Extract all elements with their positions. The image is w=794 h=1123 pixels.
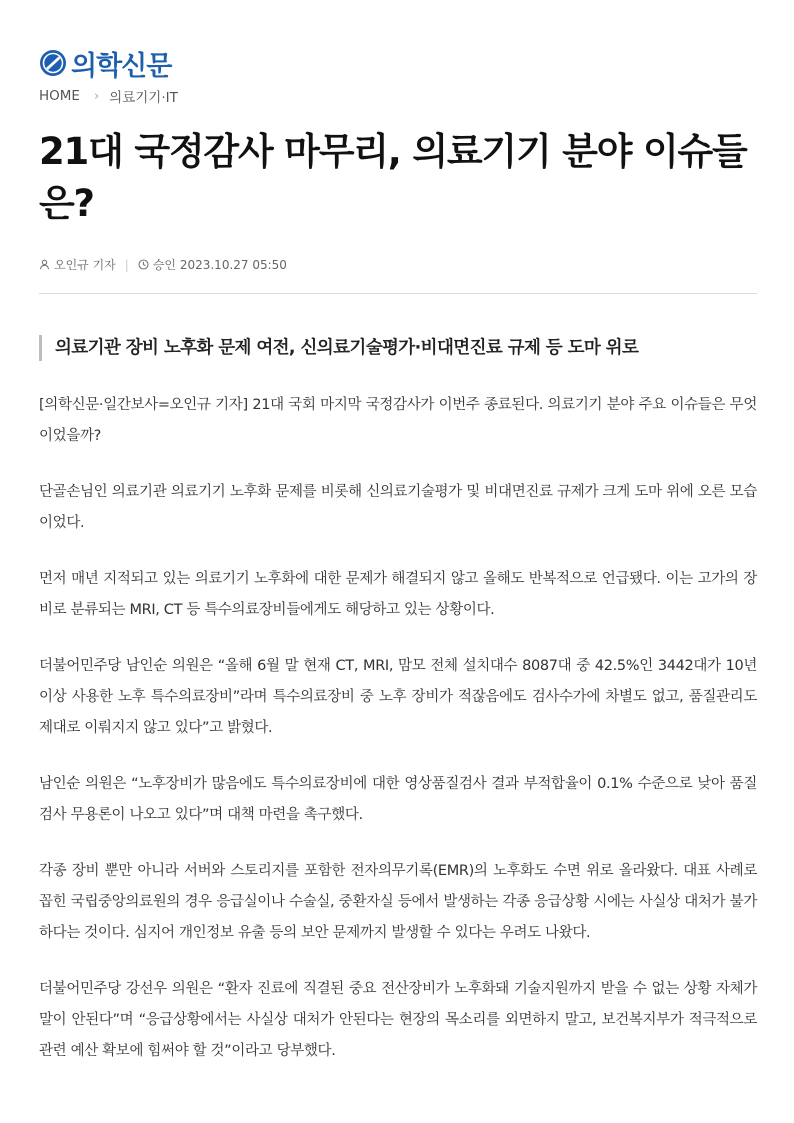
article-title: 21대 국정감사 마무리, 의료기기 분야 이슈들은? [39,130,747,225]
body-paragraph: 더불어민주당 강선우 의원은 “환자 진료에 직결된 중요 전산장비가 노후화돼 기술지원까지 받을 수 없는 상황 자체가 말이 안된다”며 “응급상황에서는 사실상 대처가 안된다는 현장의 목소리를 외면하지 말고, 보건복지부가 적극적으로 관련 예산 확보에 힘써야 할 것”이라고 당부했다. [39,981,757,1059]
chevron-right-icon: › [93,88,100,104]
approved-date: 승인 2023.10.27 05:50 [152,258,287,272]
body-paragraph: [의학신문·일간보사=오인규 기자] 21대 국회 마지막 국정감사가 이번주 종료된다. 의료기기 분야 주요 이슈들은 무엇이었을까? [39,397,757,444]
article-subtitle: 의료기관 장비 노후화 문제 여전, 신의료기술평가·비대면진료 규제 등 도마 위로 [39,335,757,361]
meta-divider: | [124,257,129,272]
breadcrumb [39,86,178,106]
breadcrumb-home[interactable]: HOME [39,88,80,104]
clock-icon [138,259,149,270]
body-paragraph: 남인순 의원은 “노후장비가 많음에도 특수의료장비에 대한 영상품질검사 결과 부적합율이 0.1% 수준으로 낮아 품질검사 무용론이 나오고 있다”며 대책 마련을 촉구했다. [39,776,757,823]
header-divider [39,293,757,294]
logo-mark-icon [39,49,67,77]
article-body [39,390,757,1092]
site-logo[interactable] [39,45,171,81]
person-icon [39,259,50,270]
site-name: 의학신문 [71,50,172,82]
author-name[interactable]: 오인규 기자 [54,258,116,272]
body-paragraph: 더불어민주당 남인순 의원은 “올해 6월 말 현재 CT, MRI, 맘모 전체 설치대수 8087대 중 42.5%인 3442대가 10년 이상 사용한 노후 특수의료장비”라며 특수의료장비 중 노후 장비가 적잖음에도 검사수가에 차별도 없고, 품질관리도 제대로 이뤄지지 않고 있다”고 밝혔다. [39,658,757,736]
article-meta [39,256,287,273]
body-paragraph: 각종 장비 뿐만 아니라 서버와 스토리지를 포함한 전자의무기록(EMR)의 노후화도 수면 위로 올라왔다. 대표 사례로 꼽힌 국립중앙의료원의 경우 응급실이나 수술실, 중환자실 등에서 발생하는 각종 응급상황 시에는 사실상 대처가 불가하다는 것이다. 심지어 개인정보 유출 등의 보안 문제까지 발생할 수 있다는 우려도 나왔다. [39,863,757,941]
body-paragraph: 먼저 매년 지적되고 있는 의료기기 노후화에 대한 문제가 해결되지 않고 올해도 반복적으로 언급됐다. 이는 고가의 장비로 분류되는 MRI, CT 등 특수의료장비들에게도 해당하고 있는 상황이다. [39,571,757,618]
body-paragraph: 단골손님인 의료기관 의료기기 노후화 문제를 비롯해 신의료기술평가 및 비대면진료 규제가 크게 도마 위에 오른 모습이었다. [39,484,757,531]
breadcrumb-section[interactable]: 의료기기·IT [109,90,178,106]
